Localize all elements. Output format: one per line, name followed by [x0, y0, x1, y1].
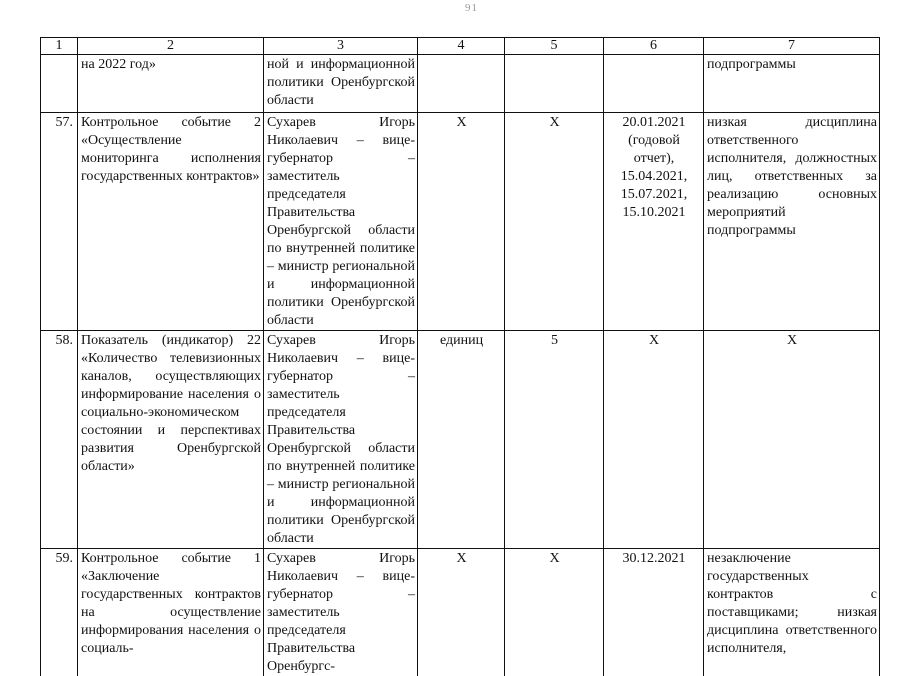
risk-cell: низкая дисциплина ответственного исполнителя, должностных лиц, ответственных за реализацию основных мероприятий подпрограммы	[704, 113, 880, 331]
table-row	[41, 549, 880, 676]
risk-cell: Х	[704, 331, 880, 549]
value-cell: Х	[505, 549, 604, 676]
date-cell: Х	[604, 331, 704, 549]
responsible-person: Сухарев Игорь Николаевич – вице-губернатор – заместитель председателя Правительства Оренбургской области по внутренней политике – министр региональной и информационной политики Оренбургской области	[264, 331, 418, 549]
date-cell	[604, 55, 704, 113]
header-row	[41, 38, 880, 55]
row-number: 58.	[41, 331, 78, 549]
event-name: Контрольное событие 1 «Заключение государственных контрактов на осуществление информирования населения о социаль-	[78, 549, 264, 676]
value-cell	[505, 55, 604, 113]
row-number	[41, 55, 78, 113]
header-cell-5: 5	[505, 38, 604, 55]
header-cell-2: 2	[78, 38, 264, 55]
date-cell: 20.01.2021 (годовой отчет), 15.04.2021, 15.07.2021, 15.10.2021	[604, 113, 704, 331]
unit-cell: единиц	[418, 331, 505, 549]
event-name: на 2022 год»	[78, 55, 264, 113]
header-cell-7: 7	[704, 38, 880, 55]
unit-cell	[418, 55, 505, 113]
unit-cell: Х	[418, 113, 505, 331]
indicator-name: Показатель (индикатор) 22 «Количество телевизионных каналов, осуществляющих информирование населения о социально-экономическом состоянии и перспективах развития Оренбургской области»	[78, 331, 264, 549]
event-name: Контрольное событие 2 «Осуществление мониторинга исполнения государственных контрактов»	[78, 113, 264, 331]
table-row	[41, 331, 880, 549]
risk-cell: подпрограммы	[704, 55, 880, 113]
value-cell: Х	[505, 113, 604, 331]
header-cell-3: 3	[264, 38, 418, 55]
table-row	[41, 113, 880, 331]
row-number: 57.	[41, 113, 78, 331]
risk-cell: незаключение государственных контрактов с поставщиками; низкая дисциплина ответственного исполнителя,	[704, 549, 880, 676]
date-cell: 30.12.2021	[604, 549, 704, 676]
header-cell-6: 6	[604, 38, 704, 55]
unit-cell: Х	[418, 549, 505, 676]
plan-table	[40, 37, 880, 676]
page-number: 91	[465, 2, 478, 14]
responsible-person: ной и информационной политики Оренбургской области	[264, 55, 418, 113]
responsible-person: Сухарев Игорь Николаевич – вице-губернатор – заместитель председателя Правительства Оренбургс-	[264, 549, 418, 676]
table-row	[41, 55, 880, 113]
header-cell-1: 1	[41, 38, 78, 55]
value-cell: 5	[505, 331, 604, 549]
header-cell-4: 4	[418, 38, 505, 55]
responsible-person: Сухарев Игорь Николаевич – вице-губернатор – заместитель председателя Правительства Оренбургской области по внутренней политике – министр региональной и информационной политики Оренбургской области	[264, 113, 418, 331]
row-number: 59.	[41, 549, 78, 676]
